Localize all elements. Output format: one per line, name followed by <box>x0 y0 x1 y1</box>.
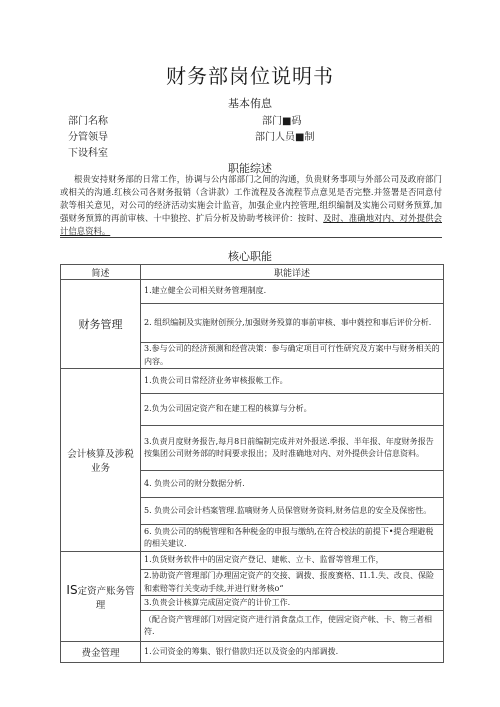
duty-item: 4. 负贵公司的财分数据分析. <box>141 471 444 498</box>
table-row <box>61 552 444 570</box>
duty-item: 3.负责月度财务报告,每月8日前编制完成并对外报送.季报、半年报、年度财务报告按集团公司财务部的时间要求报出；及时准确地对内、对外提供会计信息资料。 <box>141 426 444 471</box>
duty-item: 2.协助资产管理部门办理固定资产的交接、调拨、报废赛格、I1.1.失、改良、保险和索赔等行关变动手续,并进行财务核o“ <box>141 570 444 596</box>
department-name-label: 部门名称 <box>68 116 108 127</box>
brief-column-header: 简述 <box>61 265 141 280</box>
table-row <box>61 369 444 394</box>
staffing-label: 部门人员■制 <box>255 132 315 143</box>
category-fixed-assets-label: 定资产账务管理 <box>77 585 135 611</box>
summary-heading: 职能综述 <box>228 162 272 175</box>
duty-item: 5. 负贵公司会计档案管理.监嘀财务人员保管财务资料,财务信息的安全及保密性。 <box>141 498 444 525</box>
category-fixed-assets <box>61 552 141 642</box>
summary-divider <box>60 237 442 238</box>
category-accounting-tax: 会计核算及涉税业务 <box>61 369 141 552</box>
summary-paragraph <box>60 173 442 238</box>
core-functions-heading: 核心职能 <box>228 250 272 263</box>
core-functions-table <box>60 264 444 663</box>
duty-item: 2.负为公司固定资产和在建工程的核算与分析。 <box>141 394 444 426</box>
duty-item: 1.负货财务软件中的固定资产登记、建帐、立卡、监督等管理工作， <box>141 552 444 570</box>
duty-item: 1.公司资金的筹集、银行借款归还以及资金的内部调拨. <box>141 642 444 663</box>
table-header-row <box>61 265 444 280</box>
duty-item: （配合资产管理部门对固定资产进行消食盘点工作，使固定资产帐、卡、物三者相符. <box>141 611 444 642</box>
duty-item: 3.参与公司的经济预测和经营决策：参与确定项目可行性研究及方案中与财务相关的内容。 <box>141 343 444 369</box>
summary-text: 根贵安持财务部的日常工作，协调与公内部部门之间的沟通，负贵财务事项与外部公司及政府部门或相关的沟通.红核公司各财务报销（含讲款）工作流程及各流程节点意见是否完整.并签署是否同意付款等相关意见，对公司的经济活动实施会计监音，加强企业内控管理,组织编制及实施公司财务预算,加强财务预算的再前审核、十中狼控、扩后分析及协助考核评价：按时、 <box>60 174 442 223</box>
table-row <box>61 280 444 304</box>
duty-item: 3.负贵会计核算完成固定资产的计价工作. <box>141 596 444 611</box>
basic-info-heading: 基本侑息 <box>228 97 272 110</box>
category-funds-management: 费金管理 <box>61 642 141 663</box>
category-finance-management: 财务管理 <box>61 280 141 369</box>
department-code-label: 部门■码 <box>262 116 302 127</box>
duty-item: 6. 负贵公司的纳税管理和各种税金的申报与缴纳,在符合校法的前提下•提合理避税的相关建议. <box>141 525 444 552</box>
table-row <box>61 642 444 663</box>
subordinate-office-label: 下设科室 <box>68 148 108 159</box>
duty-item: 1.建立健全公司相关财务管理制度. <box>141 280 444 304</box>
summary-underlined-text: 及时、准确地对内、对外提供会计信息资料。 <box>60 212 442 236</box>
category-fixed-assets-prefix: IS <box>66 582 78 597</box>
duty-item: 1.负贵公司日常经济业务审核报帐工作。 <box>141 369 444 394</box>
document-title: 财务部岗位说明书 <box>166 64 334 88</box>
detail-column-header: 职能详述 <box>141 265 444 280</box>
duty-item: 2. 组织编制及实施财创预分,加强财务殁算的事前审核、事中蕤控和事后评价分析. <box>141 304 444 343</box>
supervisor-label: 分管领导 <box>68 132 108 143</box>
